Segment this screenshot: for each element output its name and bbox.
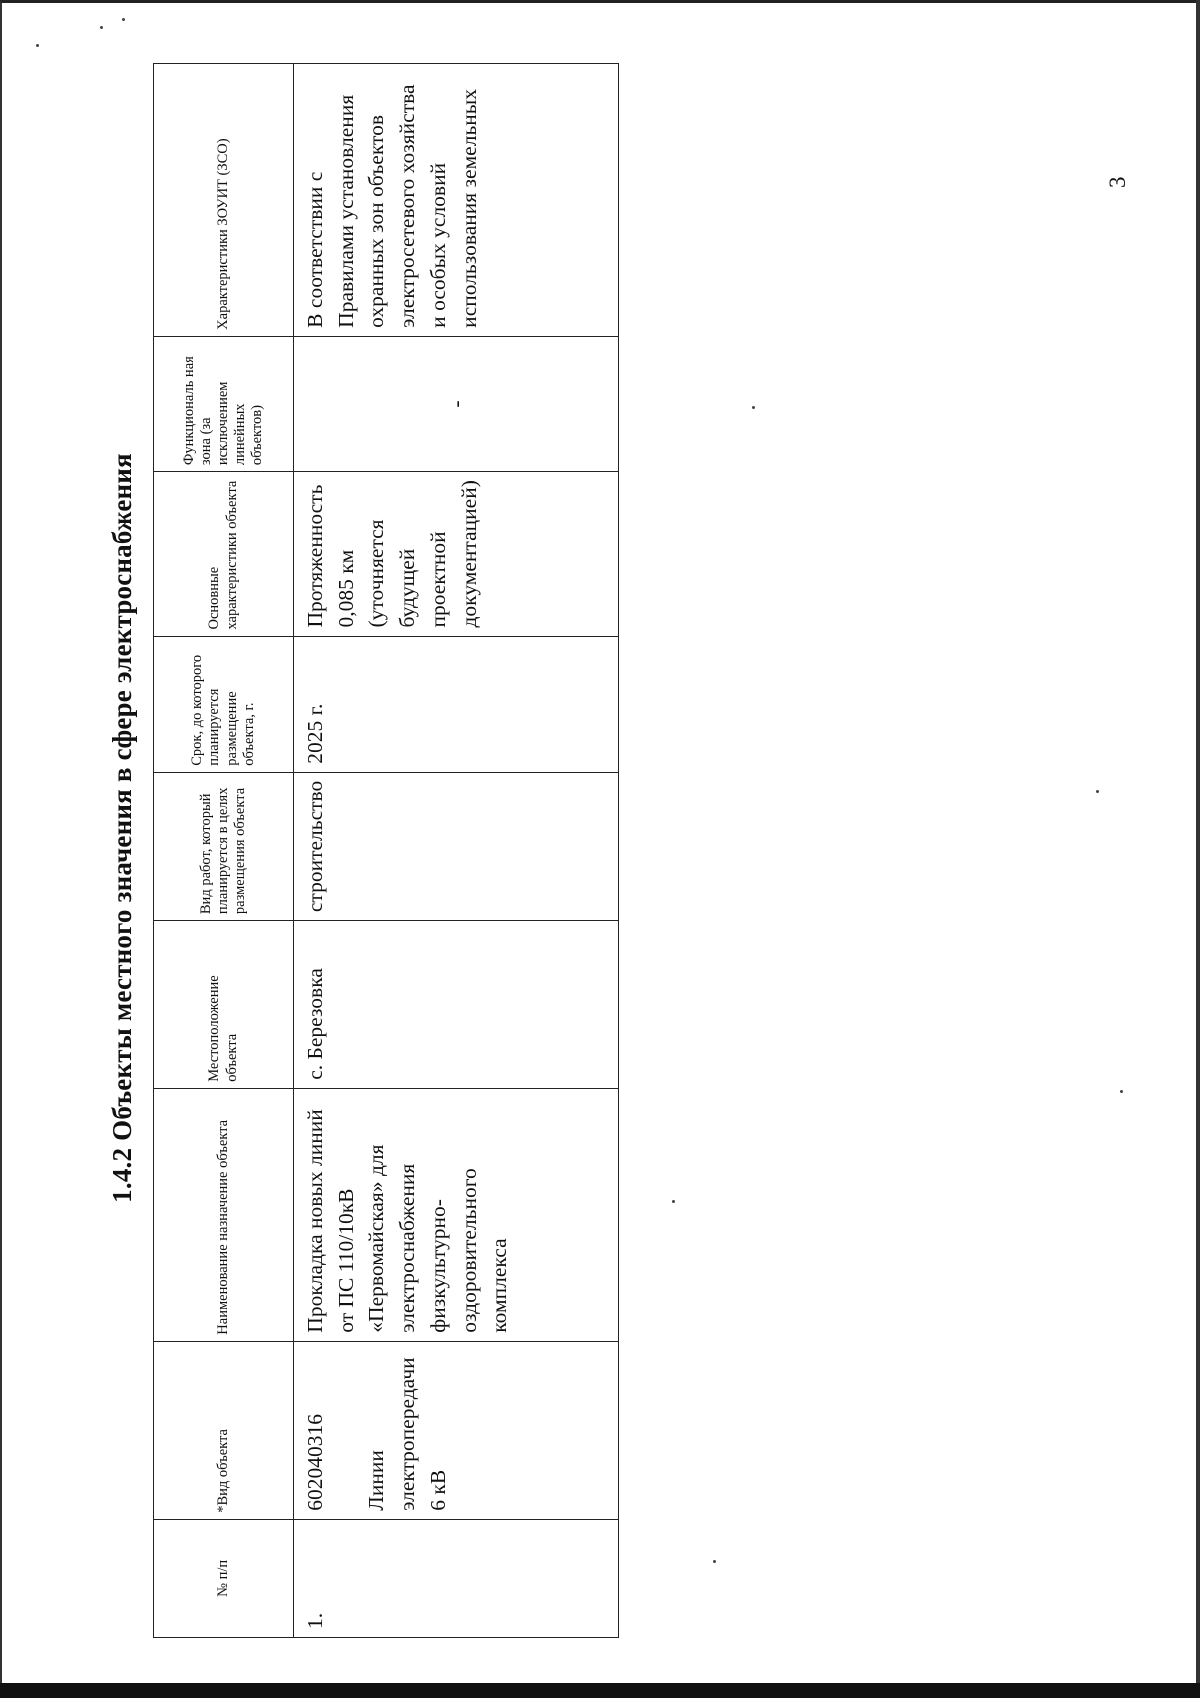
row-number-text: 1. xyxy=(303,1612,327,1629)
objects-table xyxy=(153,63,619,1638)
rotated-page xyxy=(0,63,1200,1698)
location-text: с. Березовка xyxy=(303,968,327,1080)
section-title: 1.4.2 Объекты местного значения в сфере электроснабжения xyxy=(107,453,137,1203)
table-header-row xyxy=(154,64,294,1638)
header-functional-zone: Функциональ ная зона (за исключением линейных объектов) xyxy=(154,336,294,471)
header-characteristics: Основные характеристики объекта xyxy=(154,472,294,636)
cell-deadline xyxy=(294,636,619,772)
header-zouit: Характеристики ЗОУИТ (ЗСО) xyxy=(154,64,294,337)
header-number: № п/п xyxy=(154,1519,294,1637)
cell-zouit xyxy=(294,64,619,337)
deadline-text: 2025 г. xyxy=(303,703,327,764)
work-type-text: строительство xyxy=(303,780,327,913)
cell-work-type xyxy=(294,772,619,920)
characteristics-text: Протяженность 0,085 км (уточняется будущей проектной документацией) xyxy=(303,480,481,628)
table-row xyxy=(294,64,619,1638)
scan-speck xyxy=(122,18,125,21)
object-type-text: 602040316 Линии электропередачи 6 кВ xyxy=(303,1357,450,1511)
header-object-type: *Вид объекта xyxy=(154,1341,294,1519)
header-work-type: Вид работ, который планируется в целях размещения объекта xyxy=(154,772,294,920)
zouit-text: В соответствии с Правилами установления охранных зон объектов электросетевого хозяйства и особых условий использования земельных xyxy=(303,84,481,328)
header-name: Наименование назначение объекта xyxy=(154,1088,294,1341)
cell-object-type xyxy=(294,1341,619,1519)
cell-location xyxy=(294,921,619,1089)
cell-functional-zone xyxy=(294,336,619,471)
scan-speck xyxy=(36,44,39,47)
cell-characteristics xyxy=(294,472,619,636)
page-number: 3 xyxy=(1105,176,1130,188)
scan-speck xyxy=(100,26,103,29)
object-name-text: Прокладка новых линий от ПС 110/10кВ «Первомайская» для электроснабжения физкультурно-оздоровительного комплекса xyxy=(303,1109,512,1333)
header-location: Местоположение объекта xyxy=(154,921,294,1089)
cell-number xyxy=(294,1519,619,1637)
cell-name xyxy=(294,1088,619,1341)
functional-zone-text: - xyxy=(443,400,468,408)
header-deadline: Срок, до которого планируется размещение объекта, г. xyxy=(154,636,294,772)
